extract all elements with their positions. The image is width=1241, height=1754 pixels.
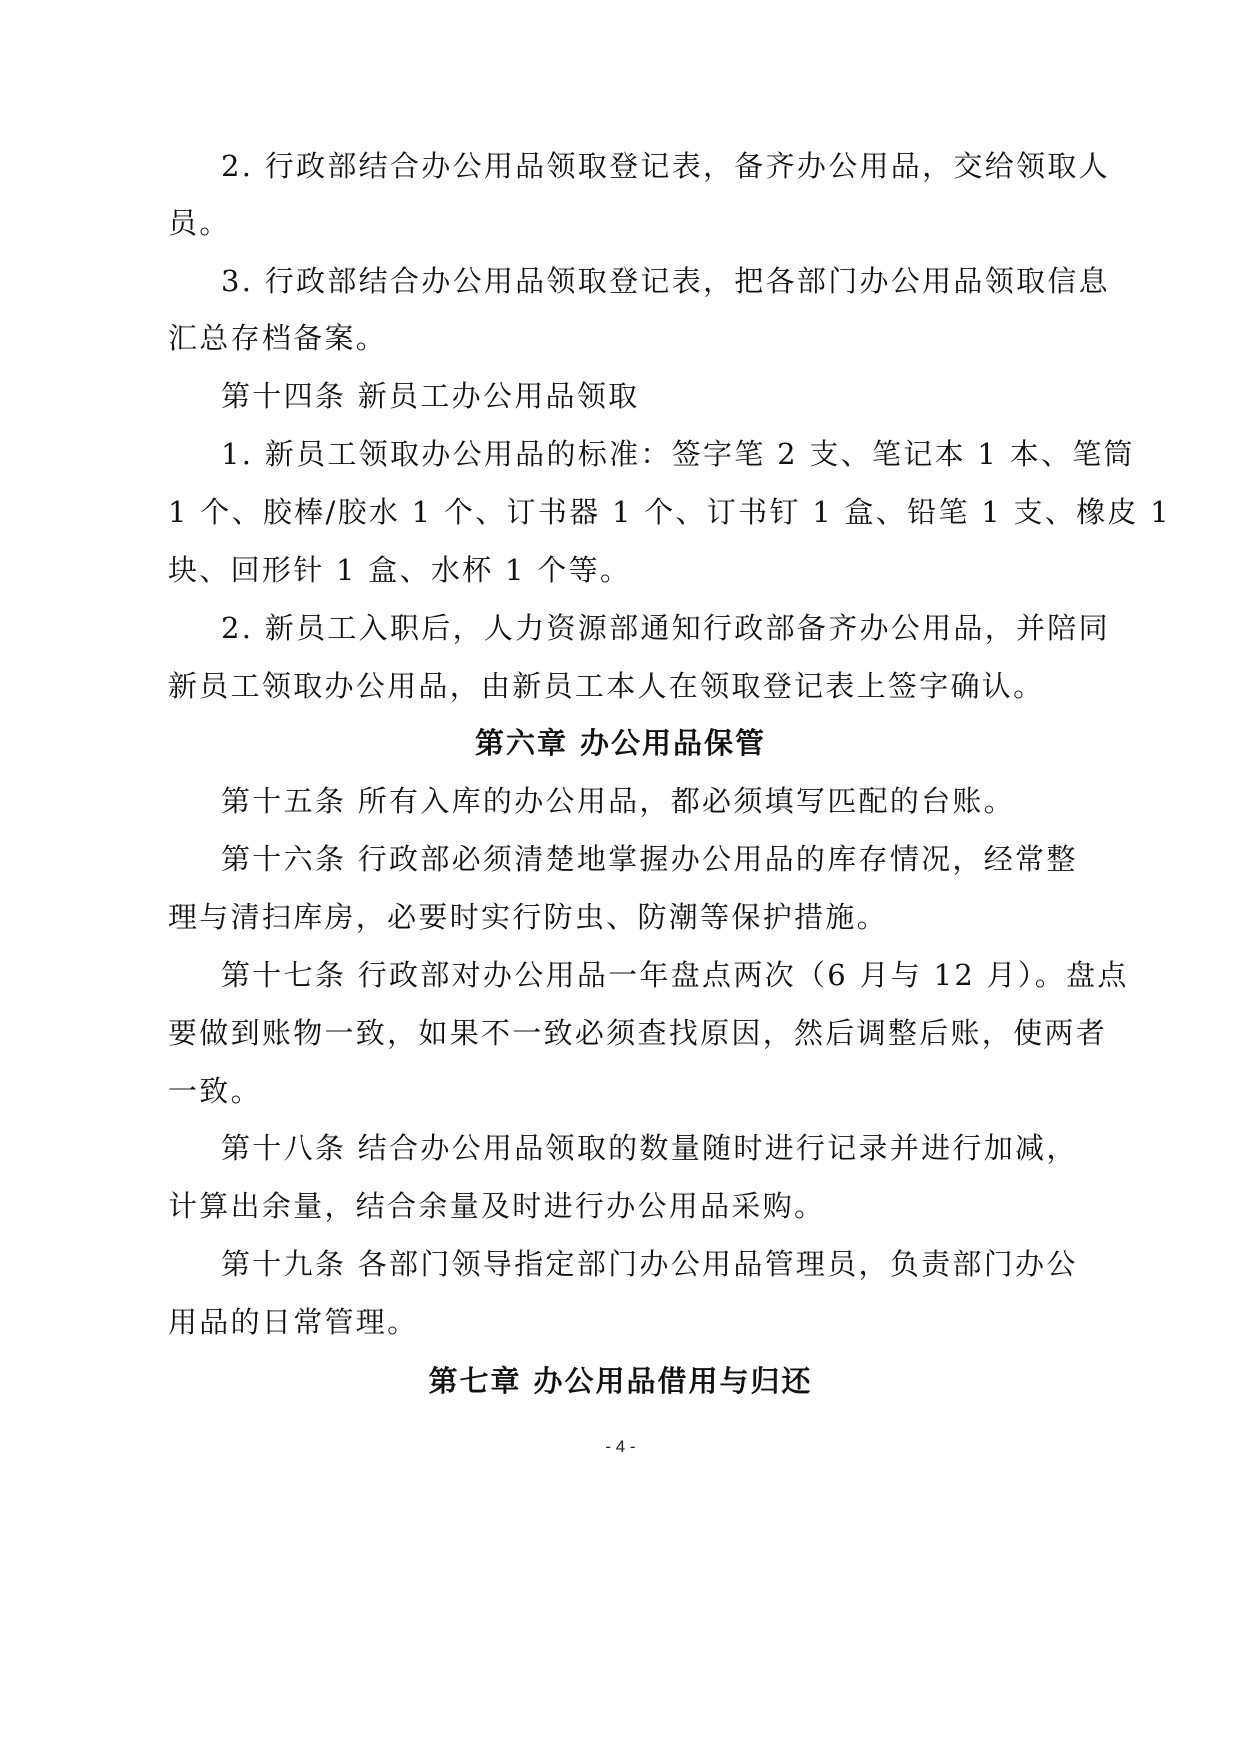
paragraph-line: 员。 [168,206,231,240]
paragraph-line: 块、回形针 1 盒、水杯 1 个等。 [168,553,632,587]
paragraph-line: 计算出余量，结合余量及时进行办公用品采购。 [168,1189,826,1223]
paragraph-line: 2. 行政部结合办公用品领取登记表，备齐办公用品，交给领取人 [221,149,1110,183]
paragraph-line: 第十六条 行政部必须清楚地掌握办公用品的库存情况，经常整 [221,842,1078,876]
paragraph-line: 用品的日常管理。 [168,1305,419,1339]
paragraph-line: 一致。 [168,1074,262,1108]
paragraph-line: 第十八条 结合办公用品领取的数量随时进行记录并进行加减， [221,1131,1078,1165]
paragraph-line: 第十七条 行政部对办公用品一年盘点两次（6 月与 12 月）。盘点 [221,958,1129,992]
paragraph-line: 1. 新员工领取办公用品的标准：签字笔 2 支、笔记本 1 本、笔筒 [221,437,1135,471]
paragraph-line: 理与清扫库房，必要时实行防虫、防潮等保护措施。 [168,900,888,934]
paragraph-line: 新员工领取办公用品，由新员工本人在领取登记表上签字确认。 [168,669,1045,703]
paragraph-line: 第十九条 各部门领导指定部门办公用品管理员，负责部门办公 [221,1247,1078,1281]
chapter-heading: 第六章 办公用品保管 [474,726,767,760]
paragraph-line: 汇总存档备案。 [168,321,388,355]
paragraph-line: 3. 行政部结合办公用品领取登记表，把各部门办公用品领取信息 [221,264,1110,298]
paragraph-line: 1 个、胶棒/胶水 1 个、订书器 1 个、订书钉 1 盒、铅笔 1 支、橡皮 1 [168,495,1171,529]
page-number: - 4 - [605,1437,636,1456]
paragraph-line: 第十五条 所有入库的办公用品，都必须填写匹配的台账。 [221,784,1016,818]
chapter-heading: 第七章 办公用品借用与归还 [428,1364,813,1398]
paragraph-line: 要做到账物一致，如果不一致必须查找原因，然后调整后账，使两者 [168,1016,1108,1050]
paragraph-line: 2. 新员工入职后，人力资源部通知行政部备齐办公用品，并陪同 [221,611,1110,645]
article-title: 第十四条 新员工办公用品领取 [221,379,640,413]
